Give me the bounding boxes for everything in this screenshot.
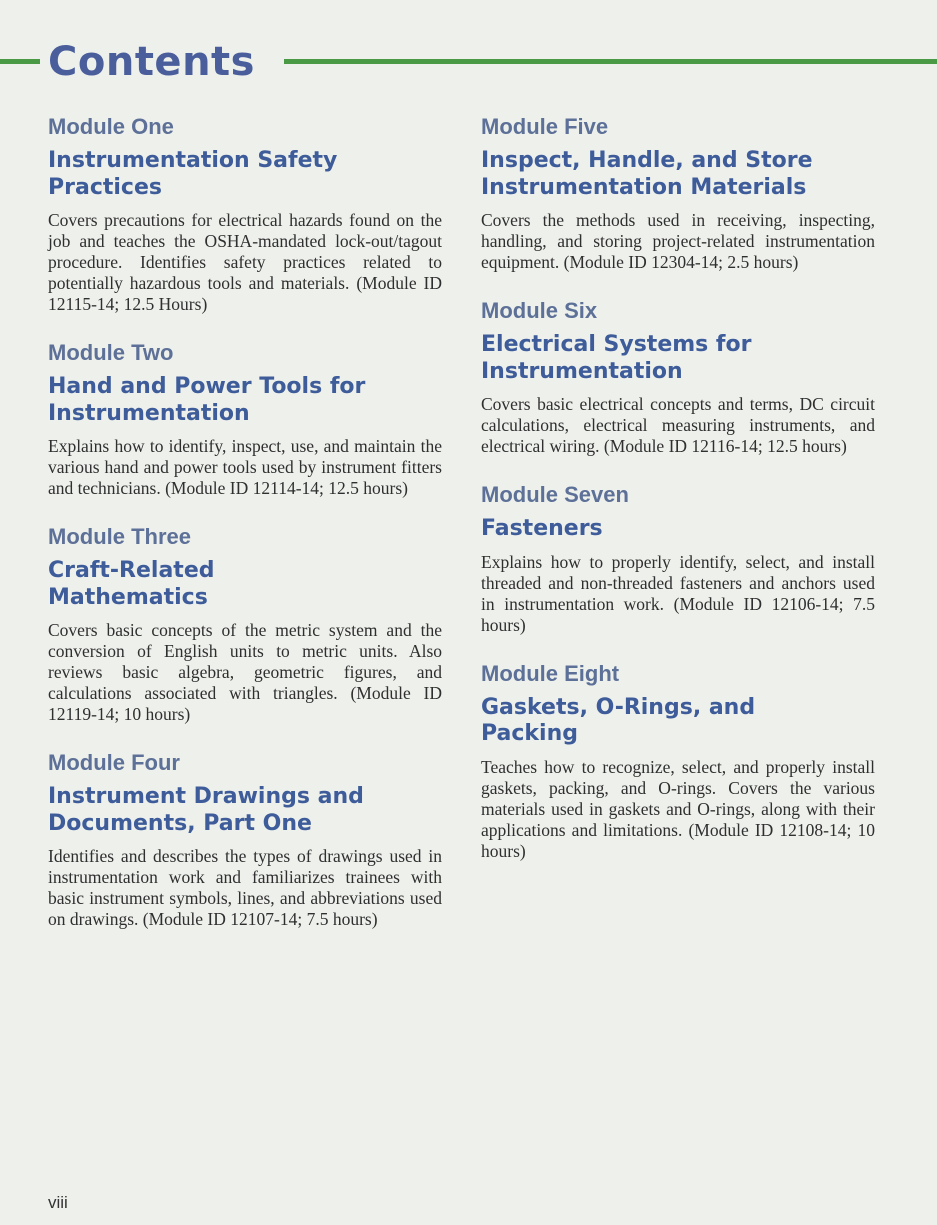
module-title: Gaskets, O-Rings, and Packing <box>481 694 756 746</box>
module-title: Hand and Power Tools for Instrumentation <box>48 374 366 426</box>
module-title: Inspect, Handle, and Store Instrumentation Materials <box>481 148 813 200</box>
module-title: Instrumentation Safety Practices <box>48 148 338 200</box>
module-entry-4 <box>48 749 442 930</box>
module-number: Module Two <box>48 340 174 365</box>
module-entry-1 <box>48 113 442 315</box>
module-description: Teaches how to recognize, select, and properly install gaskets, packing, and O-rings. Covers the various materials used in gaskets and O-rings, along with their applications and limitations. (Module ID 12108-14; 10 hours) <box>481 756 875 861</box>
module-description: Identifies and describes the types of drawings used in instrumentation work and familiarizes trainees with basic instrument symbols, lines, and abbreviations used on drawings. (Module ID 12107-14; 7.5 hours) <box>48 846 442 929</box>
module-number: Module Three <box>48 524 192 549</box>
module-title: Instrument Drawings and Documents, Part One <box>48 784 364 836</box>
module-description: Covers basic concepts of the metric system and the conversion of English units to metric units. Also reviews basic algebra, geometric figures, and calculations associated with triangles. (Module ID 12119-14; 10 hours) <box>48 620 442 724</box>
right-column <box>481 113 875 886</box>
page-number: viii <box>48 1193 68 1212</box>
module-description: Explains how to properly identify, select, and install threaded and non-threaded fasteners and anchors used in instrumentation work. (Module ID 12106-14; 7.5 hours) <box>481 551 875 635</box>
module-entry-3 <box>48 523 442 725</box>
module-number: Module Four <box>48 750 180 775</box>
module-description: Covers the methods used in receiving, inspecting, handling, and storing project-related instrumentation equipment. (Module ID 12304-14; 2.5 hours) <box>481 210 875 272</box>
left-column <box>48 113 442 954</box>
module-entry-7 <box>481 481 875 636</box>
module-number: Module Eight <box>481 660 620 686</box>
module-entry-8 <box>481 660 875 862</box>
page-title: Contents <box>48 39 255 85</box>
header-rule-left <box>0 59 40 64</box>
module-title: Craft-Related Mathematics <box>48 558 215 610</box>
module-entry-6 <box>481 297 875 457</box>
module-number: Module Five <box>481 114 609 139</box>
module-title: Fasteners <box>481 516 603 541</box>
module-entry-2 <box>48 339 442 499</box>
header-rule-right <box>284 59 937 64</box>
module-entry-5 <box>481 113 875 273</box>
module-title: Electrical Systems for Instrumentation <box>481 332 752 384</box>
module-number: Module Six <box>481 298 598 323</box>
module-description: Covers precautions for electrical hazards found on the job and teaches the OSHA-mandated lock-out/tagout procedure. Identifies safety practices related to potentially hazardous tools and materials. (Module ID 12115-14; 12.5 Hours) <box>48 210 442 314</box>
module-number: Module Seven <box>481 482 629 507</box>
module-description: Covers basic electrical concepts and terms, DC circuit calculations, electrical measuring instruments, and electrical wiring. (Module ID 12116-14; 12.5 hours) <box>481 394 875 456</box>
module-description: Explains how to identify, inspect, use, and maintain the various hand and power tools used by instrument fitters and technicians. (Module ID 12114-14; 12.5 hours) <box>48 436 442 498</box>
contents-header <box>0 38 937 86</box>
module-number: Module One <box>48 114 174 139</box>
